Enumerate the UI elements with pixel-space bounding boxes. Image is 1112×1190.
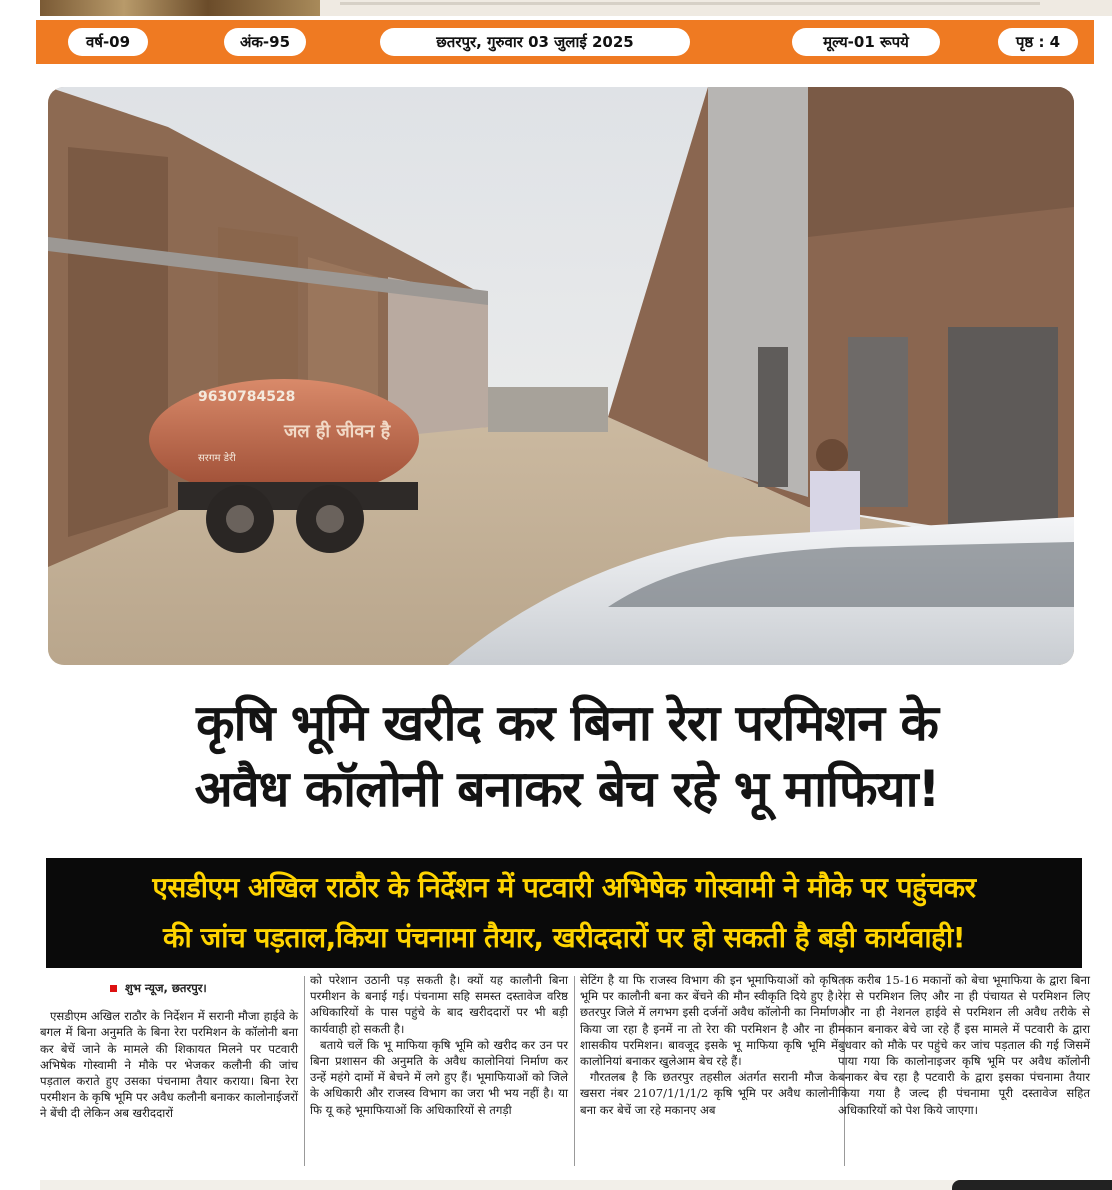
article-column-2 — [310, 972, 568, 1118]
tanker-slogan-text: जल ही जीवन है — [284, 421, 391, 442]
subhead-line-1: एसडीएम अखिल राठौर के निर्देशन में पटवारी अभिषेक गोस्वामी ने मौके पर पहुंचकर — [152, 871, 976, 904]
column-3-paragraph-1: सेटिंग है या फि राजस्व विभाग की इन भूमाफियाओं को कृषि भूमि पर कालौनी बना कर बेंचने की मौन स्वीकृति दिये हुए है। छतरपुर जिले में लगभग इसी दर्जनों अवैध कॉलोनी का निर्माण किया जा रहा है इनमें ना तो रेरा की परमिशन है और ना ही शासकीय परमिशन। बावजूद इसके भू माफिया कृषि भूमि में कालोनियां बनाकर खुलेआम बेच रहे हैं। — [580, 973, 838, 1069]
headline-line-2: अवैध कॉलोनी बनाकर बेच रहे भू माफिया! — [194, 760, 940, 818]
issue-badge: अंक-95 — [224, 28, 306, 56]
column-2-paragraph-2: बताये चलें कि भू माफिया कृषि भूमि को खरीद कर उन पर बिना प्रशासन की अनुमति के अवैध कालोनियां निर्माण कर उन्हें महंगे दामों में बेचने में लगे हुए हैं। भूमाफियाओं को जिले के अधिकारी और राजस्व विभाग का जरा भी भय नहीं है। या फि यू कहे भूमाफियाओं कि अधिकारियों से तगड़ी — [310, 1037, 568, 1117]
dateline-badge: छतरपुर, गुरुवार 03 जुलाई 2025 — [380, 28, 690, 56]
year-badge: वर्ष-09 — [68, 28, 148, 56]
colony-street-scene — [48, 87, 1074, 665]
main-headline — [40, 690, 1094, 822]
column-divider — [574, 976, 575, 1166]
column-4-paragraph: तक करीब 15-16 मकानों को बेचा भूमाफिया के द्वारा बिना रेरा से परमिशन लिए और ना ही पंचायत से परमिशन लिए और ना ही नेशनल हाईवे से परमिशन ली अवैध तरीके से मकान बनाकर बेचे जा रहे हैं इस मामले में पटवारी के द्वारा बुधवार को मौके पर पहुंचे कर जांच पड़ताल की गई जिसमें पाया गया कि कालोनाइजर कृषि भूमि पर अवैध कॉलोनी बनाकर बेच रहा है पटवारी के द्वारा इसका पंचनामा तैयार किया गया है जल्द ही पंचनामा पूरी दस्तावेज सहित अधिकारियों को पेश किये जाएगा। — [838, 973, 1090, 1117]
column-1-paragraph: एसडीएम अखिल राठौर के निर्देशन में सरानी मौजा हाईवे के बगल में बिना अनुमति के बिना रेरा परमिशन के कॉलोनी बना कर बेचें जाने के मामले की शिकायत मिलने पर पटवारी अभिषेक गोस्वामी ने मौके पर भेजकर कलौनी की जांच पड़ताल कराते हुए उसका पंचनामा तैयार कराया। बिना रेरा परमीशन के कृषि भूमि पर अवैध कलौनी बनाकर कालोनाईजरों ने बेंची दी लेकिन अब खरीददारों — [40, 1009, 298, 1121]
tanker-mark-text: सरगम डेरी — [198, 453, 236, 464]
byline — [110, 980, 298, 996]
headline-line-1: कृषि भूमि खरीद कर बिना रेरा परमिशन के — [196, 694, 938, 752]
news-photo — [48, 87, 1074, 665]
article-column-4 — [838, 972, 1090, 1118]
article-column-3 — [580, 972, 838, 1118]
page-number-badge: पृष्ठ : 4 — [998, 28, 1078, 56]
byline-marker-icon — [110, 985, 117, 992]
column-2-paragraph-1: को परेशान उठानी पड़ सकती है। क्यों यह कालौनी बिना परमीशन के बनाई गई। पंचनामा सहि समस्त दस्तावेज वरिष्ठ अधिकारियों के पास पहुंचे के बाद खरीददारों पर भी बड़ी कार्यवाही हो सकती है। — [310, 973, 568, 1036]
article-column-1 — [40, 972, 298, 1122]
article-body — [40, 972, 1094, 1172]
column-3-paragraph-2: गौरतलब है कि छतरपुर तहसील अंतर्गत सरानी मौज के खसरा नंबर 2107/1/1/1/2 कृषि भूमि पर अवैध कालोनी बना कर बेचें जा रहे मकानए अब — [580, 1070, 838, 1117]
subheadline-banner — [46, 858, 1082, 968]
byline-text: शुभ न्यूज, छतरपुर। — [125, 981, 207, 995]
temple-ornament-image — [40, 0, 320, 16]
faint-print-line — [340, 2, 1040, 5]
price-badge: मूल्य-01 रूपये — [792, 28, 940, 56]
subhead-line-2: की जांच पड़ताल,किया पंचनामा तैयार, खरीददारों पर हो सकती है बड़ी कार्यवाही! — [163, 921, 965, 954]
bottom-edge — [40, 1180, 1112, 1190]
column-divider — [304, 976, 305, 1166]
next-page-corner — [952, 1180, 1112, 1190]
top-ornament-strip — [40, 0, 1112, 16]
masthead-bar — [36, 20, 1094, 64]
tanker-phone-text: 9630784528 — [198, 389, 296, 405]
